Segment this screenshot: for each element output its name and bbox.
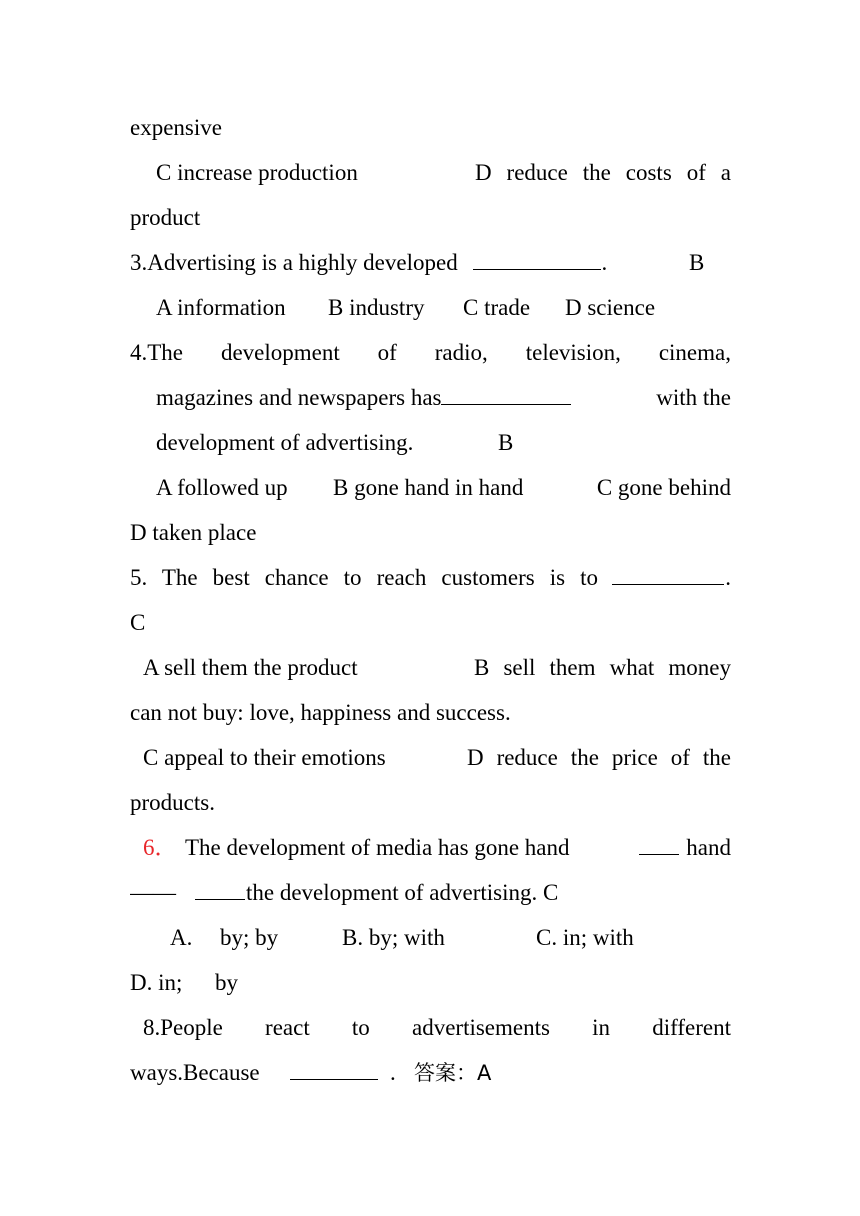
question-6-text: The development of media has gone hand bbox=[185, 835, 570, 860]
q6-option-d: D. in; by bbox=[130, 970, 238, 995]
question-number: 6． bbox=[143, 835, 178, 860]
question-4-line-2: magazines and newspapers has with the bbox=[156, 385, 731, 410]
answer-blank bbox=[473, 249, 601, 270]
dash: —— bbox=[130, 880, 176, 905]
answer-key: B bbox=[689, 250, 705, 275]
option-c: C gone behind bbox=[596, 475, 731, 500]
question-4-line-1: 4.The development of radio, television, cinema, bbox=[130, 340, 731, 365]
answer-blank bbox=[639, 834, 679, 855]
question-8-line-1: 8.People react to advertisements in different bbox=[143, 1015, 731, 1040]
q2-options-cd bbox=[156, 159, 731, 187]
answer-key: B bbox=[498, 430, 514, 455]
answer-blank bbox=[612, 564, 724, 585]
option-b: B sell them what money bbox=[474, 655, 731, 680]
question-6: 6． The development of media has gone hand hand bbox=[143, 835, 731, 860]
option-c: C trade bbox=[463, 295, 531, 320]
question-5: 5. The best chance to reach customers is to . bbox=[130, 565, 731, 590]
q5-option-b-continued: can not buy: love, happiness and success. bbox=[130, 700, 511, 725]
q5-option-d-continued: products. bbox=[130, 790, 215, 815]
answer-key: C bbox=[130, 610, 146, 635]
question-8-line-2: ways.Because . 答案：A bbox=[130, 1060, 492, 1085]
option-c: C. in; with bbox=[536, 925, 634, 950]
option-c: C appeal to their emotions bbox=[143, 745, 386, 770]
answer-key: 答案：A bbox=[414, 1061, 492, 1085]
option-a: by; by bbox=[220, 925, 279, 950]
option-d: D science bbox=[565, 295, 656, 320]
option-b: B. by; with bbox=[342, 925, 445, 950]
option-c: C increase production bbox=[156, 160, 358, 185]
option-b: B industry bbox=[328, 295, 425, 320]
option-d: D reduce the price of the bbox=[467, 745, 731, 770]
question-3: 3.Advertising is a highly developed . B bbox=[130, 250, 705, 275]
option-d: D reduce the costs of a bbox=[475, 160, 731, 185]
answer-blank bbox=[290, 1059, 378, 1080]
question-4-line-3: development of advertising. B bbox=[156, 430, 514, 455]
option-a: A followed up bbox=[156, 475, 288, 500]
q4-options bbox=[156, 474, 731, 502]
answer-blank bbox=[441, 384, 571, 405]
q6-options bbox=[130, 924, 731, 952]
option-b: B gone hand in hand bbox=[333, 475, 524, 500]
q5-options-cd bbox=[143, 744, 731, 772]
line-product: product bbox=[130, 205, 201, 230]
q5-options-ab bbox=[143, 654, 731, 682]
line-expensive: expensive bbox=[130, 115, 222, 140]
q3-options bbox=[156, 294, 731, 322]
question-5-text: 5. The best chance to reach customers is to bbox=[130, 565, 598, 590]
question-5-answer bbox=[130, 609, 731, 637]
option-a: A sell them the product bbox=[143, 655, 358, 680]
answer-blank bbox=[195, 879, 245, 900]
q4-option-d: D taken place bbox=[130, 520, 257, 545]
question-6-line-2: —— the development of advertising. C bbox=[130, 880, 559, 905]
option-a-letter: A. bbox=[170, 925, 193, 950]
question-3-text: 3.Advertising is a highly developed bbox=[130, 250, 458, 275]
option-a: A information bbox=[156, 295, 286, 320]
